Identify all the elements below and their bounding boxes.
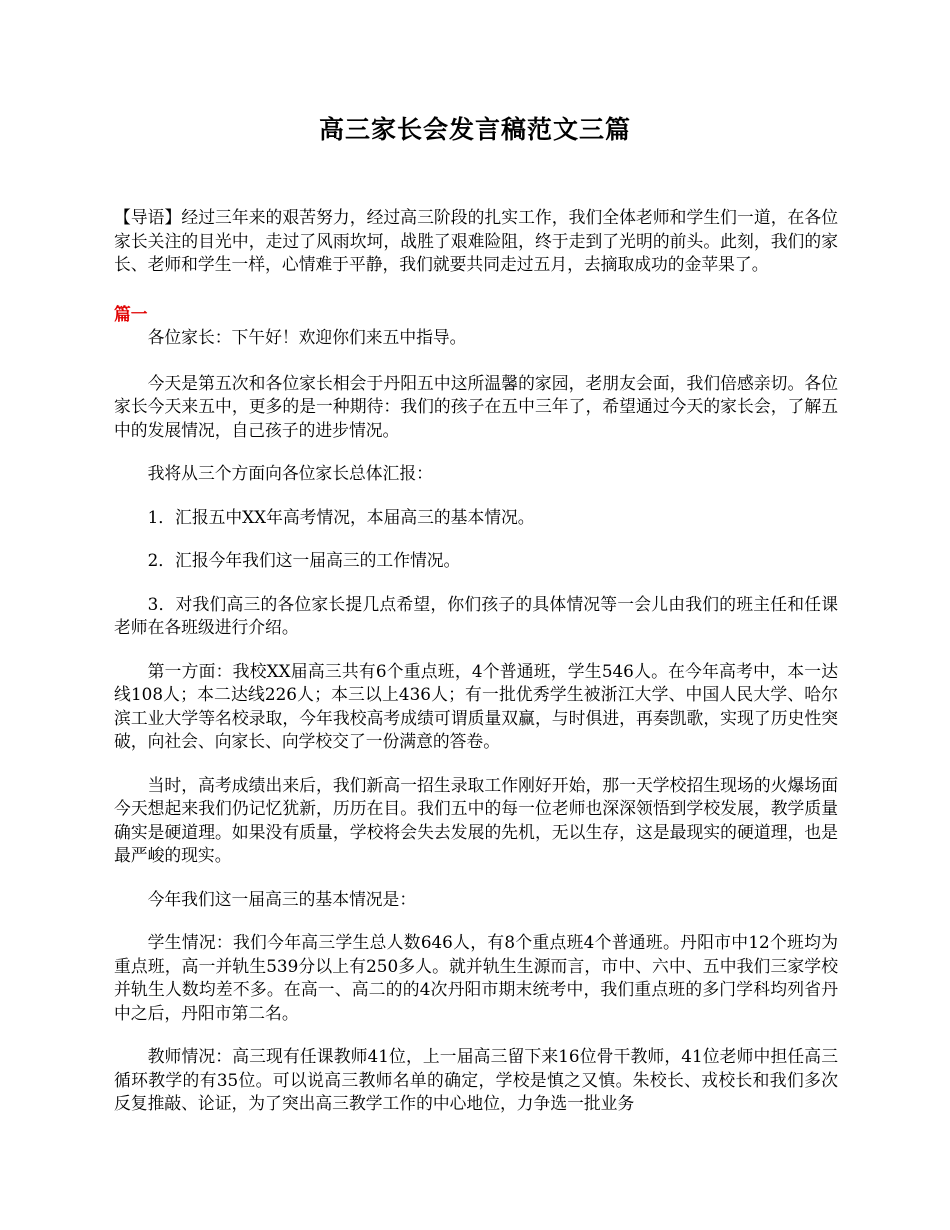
paragraph-outline: 我将从三个方面向各位家长总体汇报： (147, 463, 433, 483)
paragraph-item-1: 1．汇报五中XX年高考情况，本届高三的基本情况。 (147, 506, 535, 527)
paragraph-greeting: 各位家长：下午好！欢迎你们来五中指导。 (147, 327, 467, 347)
paragraph-students: 学生情况：我们今年高三学生总人数646人，有8个重点班4个普通班。丹阳市中12个班均为重点班，高一并轨生539分以上有250多人。就并轨生生源而言，市中、六中、五中我们三家学校并轨生人数均差不多。在高一、高二的的4次丹阳市期末统考中，我们重点班的多门学科均列省丹中之后，丹阳市第二名。 (114, 932, 838, 1023)
paragraph-basic-situation: 今年我们这一届高三的基本情况是： (147, 888, 417, 909)
paragraph-item-2: 2．汇报今年我们这一届高三的工作情况。 (147, 550, 461, 570)
document-title: 高三家长会发言稿范文三篇 (318, 115, 631, 144)
paragraph-item-3: 3．对我们高三的各位家长提几点希望，你们孩子的具体情况等一会儿由我们的班主任和任课老师在各班级进行介绍。 (114, 593, 838, 637)
intro-paragraph: 【导语】经过三年来的艰苦努力，经过高三阶段的扎实工作，我们全体老师和学生们一道，在各位家长关注的目光中，走过了风雨坎坷，战胜了艰难险阻，终于走到了光明的前头。此刻，我们的家长、老师和学生一样，心情难于平静，我们就要共同走过五月，去摘取成功的金苹果了。 (114, 207, 838, 274)
paragraph-teachers: 教师情况：高三现有任课教师41位，上一届高三留下来16位骨干教师，41位老师中担任高三循环教学的有35位。可以说高三教师名单的确定，学校是慎之又慎。朱校长、戎校长和我们多次反复推敲、论证，为了突出高三教学工作的中心地位，力争选一批业务 (114, 1046, 838, 1113)
paragraph-opening: 今天是第五次和各位家长相会于丹阳五中这所温馨的家园，老朋友会面，我们倍感亲切。各位家长今天来五中，更多的是一种期待：我们的孩子在五中三年了，希望通过今天的家长会，了解五中的发展情况，自己孩子的进步情况。 (114, 372, 838, 440)
document-body (114, 206, 838, 1136)
section-heading: 篇一 (114, 303, 148, 324)
paragraph-recollection: 当时，高考成绩出来后，我们新高一招生录取工作刚好开始，那一天学校招生现场的火爆场面今天想起来我们仍记忆犹新，历历在目。我们五中的每一位老师也深深领悟到学校发展，教学质量确实是硬道理。如果没有质量，学校将会失去发展的先机，无以生存，这是最现实的硬道理，也是最严峻的现实。 (114, 774, 838, 865)
paragraph-first-aspect: 第一方面：我校XX届高三共有6个重点班，4个普通班，学生546人。在今年高考中，本一达线108人；本二达线226人；本三以上436人；有一批优秀学生被浙江大学、中国人民大学、哈尔滨工业大学等名校录取，今年我校高考成绩可谓质量双赢，与时俱进，再奏凯歌，实现了历史性突破，向社会、向家长、向学校交了一份满意的答卷。 (114, 660, 838, 751)
